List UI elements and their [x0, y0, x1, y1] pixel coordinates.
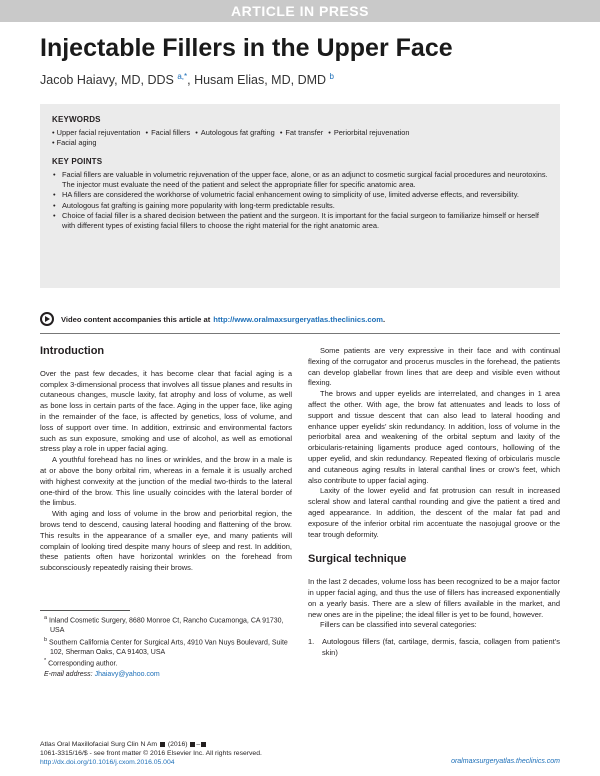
right-column: [308, 346, 560, 659]
keyword: Periorbital rejuvenation: [333, 128, 410, 137]
footnote-divider: [40, 610, 130, 611]
journal-website[interactable]: oralmaxsurgeryatlas.theclinics.com: [451, 758, 560, 765]
doi-link[interactable]: http://dx.doi.org/10.1016/j.cxom.2016.05.004: [40, 759, 175, 766]
keyword: Autologous fat grafting: [200, 128, 275, 137]
footnote: $^b$ Southern California Center for Surgical Arts, 4910 Van Nuys Boulevard, Suite 102, Sherman Oaks, CA 91403, USA: [44, 636, 288, 656]
keypoint: • Autologous fat grafting is gaining more popularity with long-term predictable results.: [52, 201, 552, 211]
keywords-keypoints-box: [40, 104, 560, 288]
author-affiliation-sup[interactable]: a,*: [177, 72, 188, 81]
video-notice-text: Video content accompanies this article at: [61, 314, 211, 324]
keypoints-heading: KEY POINTS: [52, 157, 103, 166]
keypoint: • Facial fillers are valuable in volumetric rejuvenation of the upper face, alone, or as an adjunct to cosmetic surgical facial procedures and neurotoxins. The injector must evaluate the need of the patient and select the appropriate filler for specific anatomic area.: [52, 170, 552, 190]
body-paragraph: The brows and upper eyelids are interrelated, and changes in 1 area affect the other. With age, the brow fat attenuates and leads to loss of support and tissue descent that can also lead to lateral hooding and enhance upper eyelids’ skin redundancy. In addition, loss of volume in the periorbital area and weakening of the orbital septum and laxity of the orbicularis-retaining ligaments produce aged contours, hollowing of the upper eyelid, and skin redundancy. Repeated flexing of orbicularis muscle and cutaneous aging results in lateral canthal lines or crow’s feet, which also contribute to upper facial aging.: [308, 389, 560, 485]
keywords-list: • Upper facial rejuventation • Facial fillers • Autologous fat grafting • Fat transfer • Periorbital rejuvenation • Facial aging: [52, 128, 410, 148]
article-in-press-banner: ARTICLE IN PRESS: [0, 0, 600, 22]
introduction-heading: Introduction: [40, 345, 105, 357]
surgical-technique-heading: Surgical technique: [308, 553, 407, 566]
footnote: * Corresponding author.: [44, 658, 118, 668]
video-link[interactable]: http://www.oralmaxsurgeryatlas.theclinics.com: [213, 314, 384, 324]
keypoint: • Choice of facial filler is a shared decision between the patient and the surgeon. It is important for the facial surgeon to familiarize himself or herself with different types of existing facial fillers to choose the right material for the right anatomic area.: [52, 211, 552, 231]
play-video-icon[interactable]: [40, 312, 54, 326]
left-column: [40, 346, 292, 574]
issn-line: 1061-3315/16/$ - see front matter © 2016 Elsevier Inc. All rights reserved.: [40, 750, 262, 757]
footnote: $^a$ Inland Cosmetic Surgery, 8680 Monroe Ct, Rancho Cucamonga, CA 91730, USA: [44, 615, 284, 635]
journal-citation: Atlas Oral Maxillofacial Surg Clin N Am (2016) –: [40, 740, 262, 749]
section-divider: [40, 333, 560, 334]
body-paragraph: With aging and loss of volume in the brow and periorbital region, the brows tend to descend, causing lateral hooding and flattening of the brow. This results in the appearance of a smaller eye, and many patients will complain of looking tired despite many hours of sleep and rest. In addition, these patients often have horizontal wrinkles on the forehead from subconsciously repeatedly raising their brows.: [40, 509, 292, 573]
filler-category-list: [308, 637, 560, 659]
video-content-notice: Video content accompanies this article at http://www.oralmaxsurgeryatlas.theclinics.com .: [40, 312, 560, 326]
list-item: 1. Autologous fillers (fat, cartilage, dermis, fascia, collagen from patient’s skin): [308, 637, 560, 657]
footnotes: [40, 614, 292, 679]
keywords-heading: KEYWORDS: [52, 115, 101, 124]
keypoint: • HA fillers are considered the workhorse of volumetric facial enhancement owing to simplicity of use, limited adverse effects, and reversibility.: [52, 190, 552, 200]
keypoints-list: [52, 170, 552, 231]
body-paragraph: In the last 2 decades, volume loss has been recognized to be a major factor in upper facial aging, and thus the use of fillers has increased exponentially on a yearly basis. There are a slew of fillers available in the market, and new ones are in the pipeline; the ideal filler is yet to be found, however.: [308, 577, 560, 619]
page-footer: [40, 740, 262, 767]
email-link[interactable]: Jhaiavy@yahoo.com: [94, 670, 160, 678]
article-title: Injectable Fillers in the Upper Face: [40, 34, 453, 62]
email-line: E-mail address: Jhaiavy@yahoo.com: [44, 670, 160, 678]
author-name: Jacob Haiavy, MD, DDS: [40, 73, 174, 88]
keyword: Facial fillers: [151, 128, 191, 137]
body-paragraph: Over the past few decades, it has become clear that facial aging is a complex 3-dimensional process that involves all tissue planes and results in cutaneous changes, muscle laxity, fat atrophy and loss of volume, as well as bone loss in certain parts of the face. Aging in the upper face, like aging in the remainder of the face, is affected by genetics, loss of volume, and loss of support over time. In addition, extrinsic and environmental factors such as sun exposure, smoking and use of alcohol, as well as emotional stress play a role in upper facial aging.: [40, 368, 292, 454]
body-paragraph: Some patients are very expressive in their face and with continual flexing of the corrugator and procerus muscles in the forehead, the patients can develop glabellar frown lines that are deep and visible even without flexing.: [308, 346, 560, 388]
body-paragraph: Laxity of the lower eyelid and fat protrusion can result in increased scleral show and lateral canthal rounding and give the patient a tired and aged appearance. In addition, the descent of the malar fat pad and exposure of the inferior orbital rim accentuate the nasojugal groove or the tear trough deformity.: [308, 486, 560, 539]
body-paragraph: Fillers can be classified into several categories:: [320, 620, 477, 630]
keyword: Facial aging: [56, 138, 97, 148]
keyword: Upper facial rejuventation: [56, 128, 141, 137]
author-affiliation-sup[interactable]: b: [329, 72, 334, 81]
keyword: Fat transfer: [285, 128, 324, 137]
body-paragraph: A youthful forehead has no lines or wrinkles, and the brow in a male is at or above the bony orbital rim, whereas in a female it is usually arched with highest convexity at the junction of the medial two-thirds to the lateral one-third of the brow. This line usually coincides with the lateral border of the limbus.: [40, 455, 292, 508]
author-name: Husam Elias, MD, DMD: [194, 73, 327, 88]
author-line: Jacob Haiavy, MD, DDS $^{a,*}$, Husam Elias, MD, DMD $^b$: [40, 72, 334, 88]
